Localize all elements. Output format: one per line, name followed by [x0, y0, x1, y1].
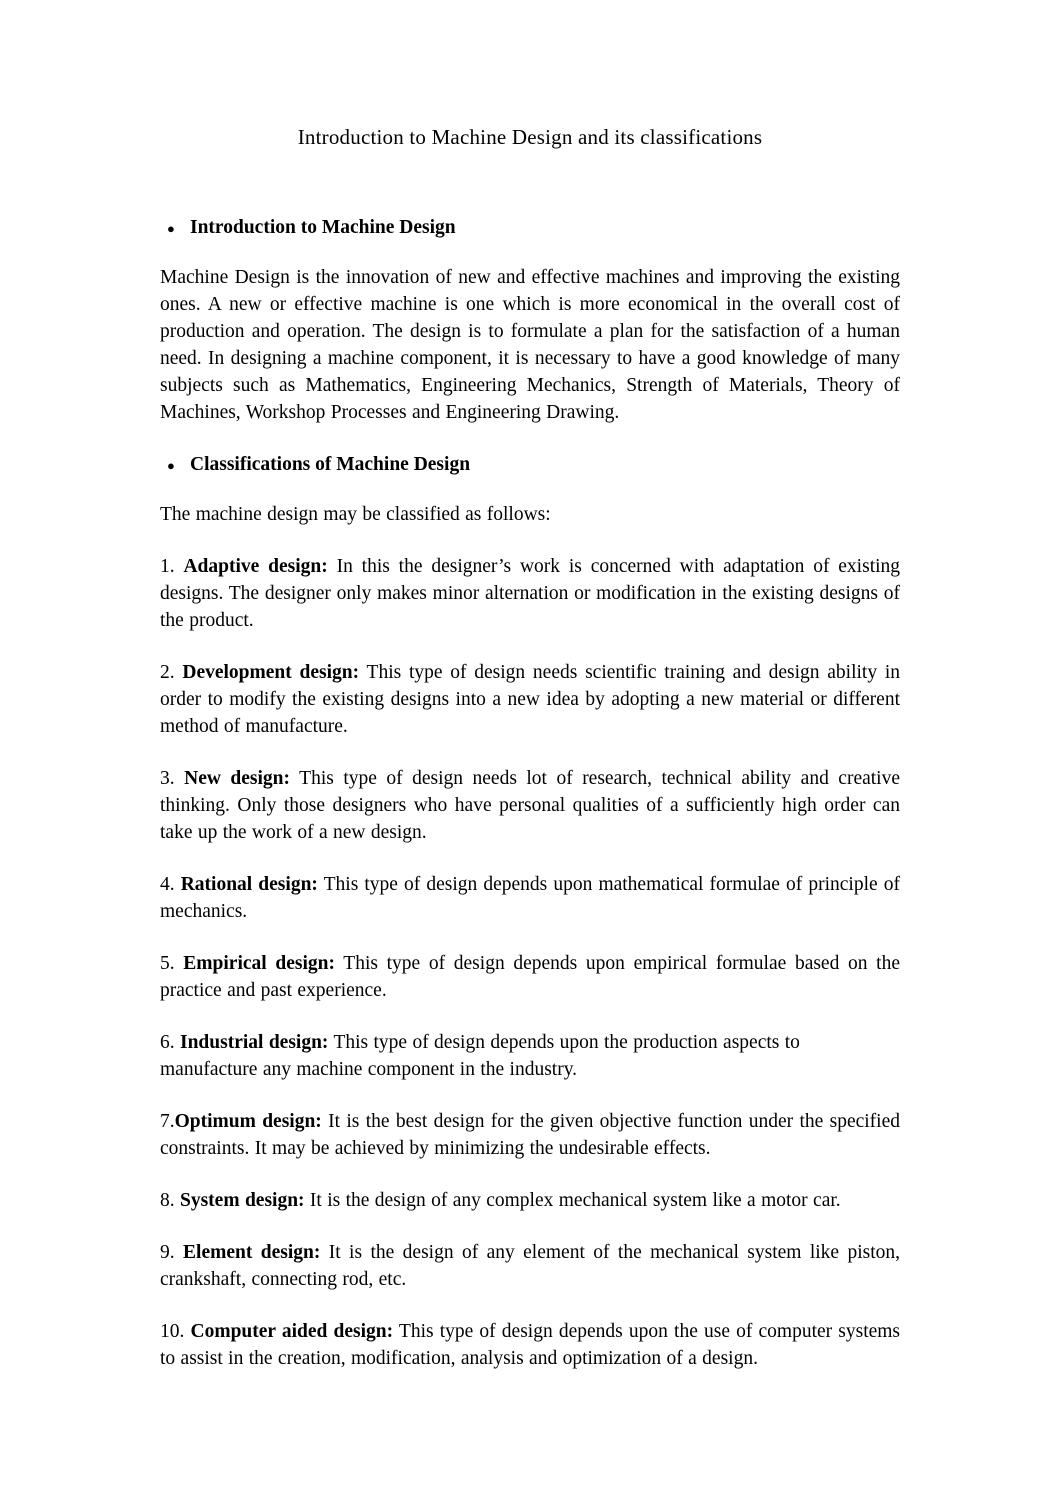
list-item: [160, 950, 900, 1004]
item-number: 1.: [160, 556, 184, 577]
list-item: [160, 1239, 900, 1293]
section-heading-classifications: [160, 451, 900, 479]
item-number: 2.: [160, 662, 183, 683]
item-text: It is the best design for the given objective function under the specified constraints. It may be achieved by minimizing the undesirable effects.: [160, 1111, 901, 1159]
section-heading-label: Introduction to Machine Design: [190, 217, 456, 238]
item-label: New design:: [184, 768, 291, 789]
item-number: 7.: [160, 1111, 175, 1132]
document-page: [160, 0, 900, 1397]
item-text: This type of design depends upon empirical formulae based on the practice and past experience.: [160, 953, 900, 1001]
item-text: It is the design of any element of the mechanical system like piston, crankshaft, connecting rod, etc.: [160, 1242, 901, 1290]
list-item: [160, 871, 900, 925]
list-item: [160, 1187, 900, 1214]
list-item: [160, 1318, 900, 1372]
item-label: Empirical design:: [183, 953, 335, 974]
item-label: Optimum design:: [174, 1111, 322, 1132]
item-text: This type of design depends upon mathematical formulae of principle of mechanics.: [160, 874, 900, 922]
item-label: Industrial design:: [180, 1032, 329, 1053]
item-label: Adaptive design:: [183, 556, 328, 577]
item-number: 10.: [160, 1321, 191, 1342]
item-text: This type of design depends upon the production aspects to manufacture any machine component in the industry.: [160, 1032, 800, 1080]
item-label: Element design:: [183, 1242, 321, 1263]
item-text: This type of design needs lot of research, technical ability and creative thinking. Only those designers who have personal qualities of a sufficiently high order can take up the work of a new design.: [160, 768, 901, 843]
item-text: This type of design depends upon the use of computer systems to assist in the creation, modification, analysis and optimization of a design.: [160, 1321, 901, 1369]
item-text: This type of design needs scientific training and design ability in order to modify the existing designs into a new idea by adopting a new material or different method of manufacture.: [160, 662, 900, 737]
classification-intro: The machine design may be classified as follows:: [160, 504, 551, 525]
item-text: It is the design of any complex mechanical system like a motor car.: [309, 1190, 841, 1211]
list-item: [160, 765, 900, 846]
bullet-icon: ●: [167, 458, 175, 473]
item-number: 8.: [160, 1190, 180, 1211]
list-item: [160, 659, 900, 740]
intro-paragraph: Machine Design is the innovation of new and effective machines and improving the existing ones. A new or effective machine is one which is more economical in the overall cost of production and operation. The design is to formulate a plan for the satisfaction of a human need. In designing a machine component, it is necessary to have a good knowledge of many subjects such as Mathematics, Engineering Mechanics, Strength of Materials, Theory of Machines, Workshop Processes and Engineering Drawing.: [160, 267, 900, 423]
item-label: Rational design:: [180, 874, 318, 895]
section-heading-label: Classifications of Machine Design: [190, 454, 471, 475]
list-item: [160, 1108, 900, 1162]
item-number: 5.: [160, 953, 184, 974]
list-item: [160, 553, 900, 634]
section-heading-introduction: [160, 214, 900, 242]
item-number: 3.: [160, 768, 185, 789]
item-label: System design:: [180, 1190, 305, 1211]
item-number: 4.: [160, 874, 181, 895]
item-number: 9.: [160, 1242, 184, 1263]
bullet-icon: ●: [167, 221, 175, 236]
page-title: Introduction to Machine Design and its classifications: [297, 125, 763, 149]
list-item: [160, 1029, 900, 1083]
item-number: 6.: [160, 1032, 180, 1053]
item-label: Computer aided design:: [190, 1321, 394, 1342]
item-label: Development design:: [182, 662, 360, 683]
item-text: In this the designer’s work is concerned with adaptation of existing designs. The designer only makes minor alternation or modification in the existing designs of the product.: [160, 556, 901, 631]
